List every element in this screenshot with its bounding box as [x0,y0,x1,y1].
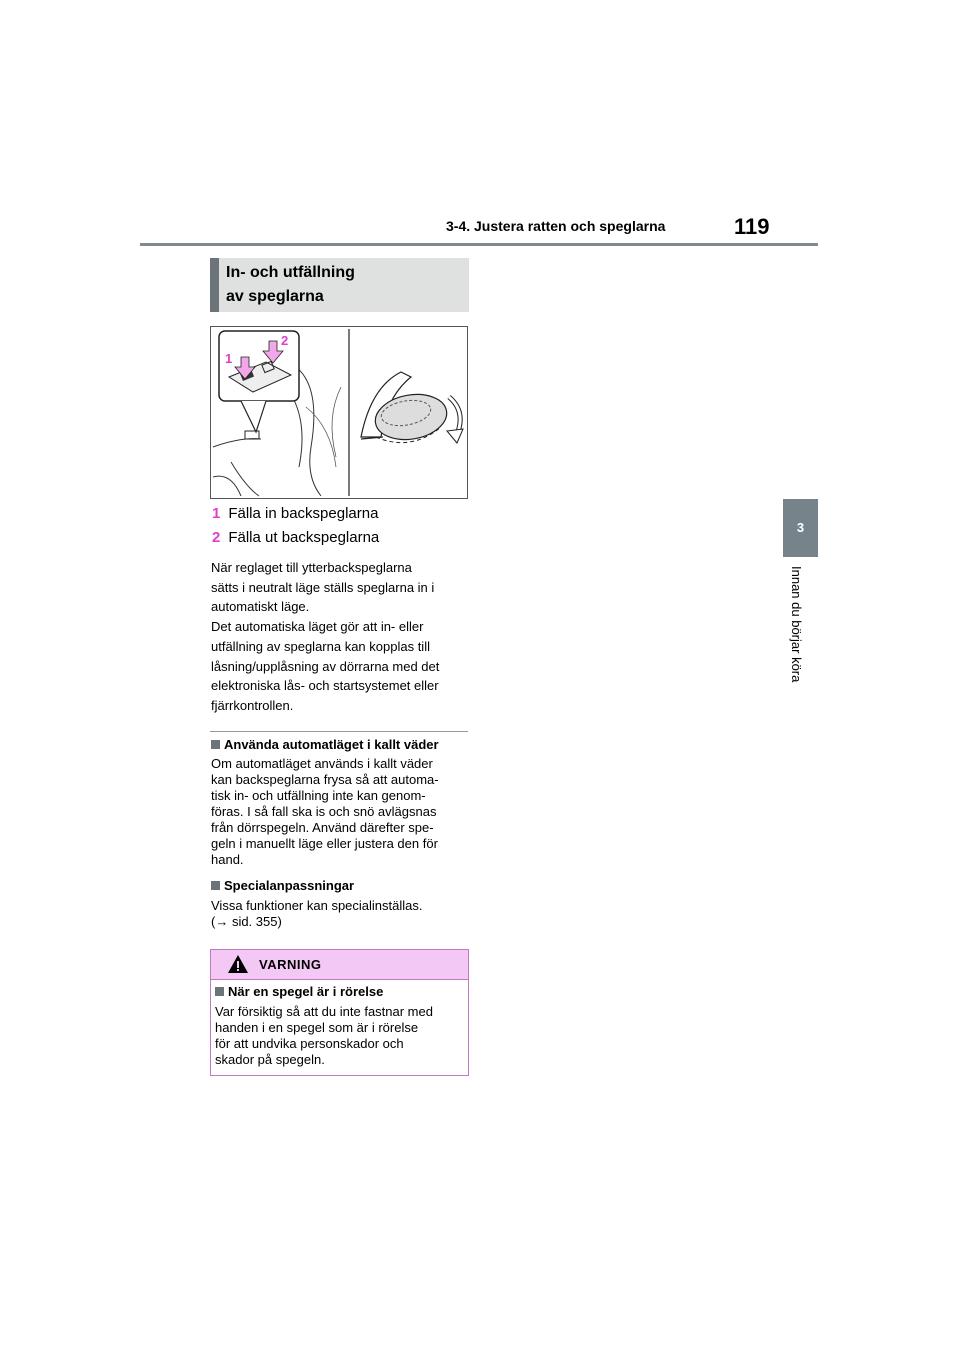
note-customization-body [211,898,473,930]
warning-line: handen i en spegel som är i rörelse [215,1020,419,1035]
heading-text [226,261,355,309]
body-line: låsning/upplåsning av dörrarna med det [211,658,440,674]
body-line: automatiskt läge. [211,599,310,615]
body-line: fjärrkontrollen. [211,697,294,713]
mirror-fold-illustration [210,326,468,499]
header-rule [140,243,818,246]
callout-1-label: 1 [225,351,233,366]
note-line: hand. [211,852,244,867]
body-line: sätts i neutralt läge ställs speglarna in i [211,579,435,595]
page-number: 119 [734,214,770,239]
note-line: tisk in- och utfällning inte kan genom- [211,788,426,803]
step-text: Fälla in backspeglarna [228,505,379,522]
note-line: föras. I så fall ska is och snö avlägsnas [211,804,437,819]
body-line: elektroniska lås- och startsystemet eller [211,678,439,694]
warning-text [215,1004,465,1068]
chapter-tab: 3 [783,499,818,557]
heading-line-1: In- och utfällning [226,264,355,281]
header-section-title: 3-4. Justera ratten och speglarna [446,218,666,234]
note-line: kan backspeglarna frysa så att automa- [211,772,439,787]
warning-line: för att undvika personskador och [215,1036,404,1051]
note-line: från dörrspegeln. Använd därefter spe- [211,820,434,835]
body-paragraph [211,558,473,716]
step-fold-in [212,505,378,522]
note-cold-weather-body [211,756,473,868]
warning-subtitle [215,984,383,999]
step-number: 2 [212,529,221,546]
warning-label: VARNING [259,957,322,972]
note-title-text: Använda automatläget i kallt väder [224,737,439,752]
warning-triangle-icon [227,954,249,974]
note-line: Om automatläget används i kallt väder [211,756,433,771]
square-bullet-icon [215,987,224,996]
warning-box [210,949,469,1076]
heading-line-2: av speglarna [226,288,324,305]
square-bullet-icon [211,881,220,890]
square-bullet-icon [211,740,220,749]
mirror-illustration-svg [211,327,467,498]
callout-2-label: 2 [281,333,289,348]
page-reference-link[interactable]: (→ sid. 355) [211,914,282,929]
chapter-side-label [777,566,817,706]
warning-header [211,950,468,980]
note-title-text: Specialanpassningar [224,878,355,893]
step-text: Fälla ut backspeglarna [228,529,380,546]
note-line: geln i manuellt läge eller justera den för [211,836,438,851]
body-line: utfällning av speglarna kan kopplas till [211,638,430,654]
body-line: När reglaget till ytterbackspeglarna [211,560,412,575]
heading-accent-bar [210,258,219,312]
body-line: Det automatiska läget gör att in- eller [211,619,424,635]
note-customization-title [211,878,354,893]
warning-subtitle-text: När en spegel är i rörelse [228,984,384,999]
section-divider [210,731,468,732]
warning-line: skador på spegeln. [215,1052,325,1067]
note-cold-weather-title [211,737,439,752]
section-heading [210,258,469,312]
warning-line: Var försiktig så att du inte fastnar med [215,1004,433,1019]
chapter-title: Innan du börjar köra [789,566,804,683]
note-line: Vissa funktioner kan specialinställas. [211,898,423,913]
step-number: 1 [212,505,221,522]
step-fold-out [212,529,379,546]
